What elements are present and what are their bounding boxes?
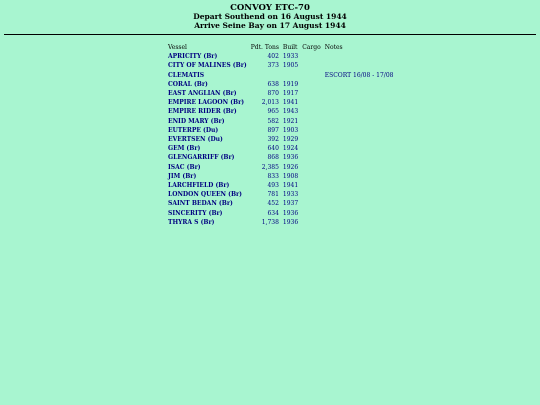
col-header-notes: Notes bbox=[324, 44, 343, 51]
vessel-name[interactable]: CORAL (Br) bbox=[168, 80, 208, 88]
tonnage: 870 bbox=[267, 90, 279, 98]
vessel-name[interactable]: CLEMATIS bbox=[168, 71, 205, 79]
tonnage: 965 bbox=[267, 108, 279, 116]
notes bbox=[323, 52, 396, 61]
notes bbox=[323, 117, 396, 126]
year-built bbox=[281, 71, 300, 80]
table-header-row bbox=[166, 43, 395, 52]
vessel-name[interactable]: EAST ANGLIAN (Br) bbox=[168, 90, 237, 98]
year-built: 1908 bbox=[282, 172, 299, 180]
table-row bbox=[166, 52, 395, 61]
notes bbox=[323, 107, 396, 116]
col-header-built: Built bbox=[282, 44, 298, 51]
depart-line: Depart Southend on 16 August 1944 bbox=[193, 12, 347, 21]
table-row bbox=[166, 98, 395, 107]
notes bbox=[323, 135, 396, 144]
cargo bbox=[300, 80, 323, 89]
tonnage: 638 bbox=[267, 80, 279, 88]
cargo bbox=[300, 190, 323, 199]
tonnage: 373 bbox=[267, 62, 279, 70]
table-row bbox=[166, 181, 395, 190]
notes bbox=[323, 218, 396, 227]
year-built: 1929 bbox=[282, 136, 299, 144]
table-row bbox=[166, 89, 395, 98]
tonnage: 634 bbox=[267, 209, 279, 217]
vessel-name[interactable]: EMPIRE LAGOON (Br) bbox=[168, 99, 245, 107]
cargo bbox=[300, 218, 323, 227]
page-title: CONVOY ETC-70 bbox=[230, 3, 310, 13]
vessel-name[interactable]: JIM (Br) bbox=[168, 172, 197, 180]
notes bbox=[323, 199, 396, 208]
notes bbox=[323, 144, 396, 153]
notes bbox=[323, 181, 396, 190]
year-built: 1937 bbox=[282, 200, 299, 208]
year-built: 1941 bbox=[282, 182, 299, 190]
tonnage: 452 bbox=[267, 200, 279, 208]
cargo bbox=[300, 126, 323, 135]
tonnage: 897 bbox=[267, 126, 279, 134]
table-row bbox=[166, 61, 395, 70]
table-row bbox=[166, 190, 395, 199]
year-built: 1921 bbox=[282, 117, 299, 125]
notes bbox=[323, 98, 396, 107]
page-header bbox=[0, 0, 540, 30]
tonnage: 833 bbox=[267, 172, 279, 180]
table-row bbox=[166, 172, 395, 181]
vessel-name[interactable]: SAINT BEDAN (Br) bbox=[168, 200, 233, 208]
year-built: 1917 bbox=[282, 90, 299, 98]
table-body bbox=[166, 52, 395, 227]
table-row bbox=[166, 80, 395, 89]
tonnage: 781 bbox=[267, 191, 279, 199]
tonnage: 1,738 bbox=[261, 218, 279, 226]
cargo bbox=[300, 172, 323, 181]
tonnage: 2,385 bbox=[261, 163, 279, 171]
table-row bbox=[166, 209, 395, 218]
cargo bbox=[300, 181, 323, 190]
vessel-name[interactable]: CITY OF MALINES (Br) bbox=[168, 62, 247, 70]
table-row bbox=[166, 153, 395, 162]
cargo bbox=[300, 209, 323, 218]
vessel-name[interactable]: APRICITY (Br) bbox=[168, 53, 218, 61]
year-built: 1943 bbox=[282, 108, 299, 116]
notes bbox=[323, 126, 396, 135]
tonnage: 582 bbox=[267, 117, 279, 125]
year-built: 1941 bbox=[282, 99, 299, 107]
header-divider bbox=[4, 34, 536, 35]
cargo bbox=[300, 71, 323, 80]
notes bbox=[323, 89, 396, 98]
table-row bbox=[166, 117, 395, 126]
table-row bbox=[166, 163, 395, 172]
table-row bbox=[166, 107, 395, 116]
vessel-name[interactable]: LONDON QUEEN (Br) bbox=[168, 191, 243, 199]
vessel-name[interactable]: EUTERPE (Du) bbox=[168, 126, 219, 134]
vessel-name[interactable]: ENID MARY (Br) bbox=[168, 117, 225, 125]
cargo bbox=[300, 61, 323, 70]
notes bbox=[323, 61, 396, 70]
col-header-tons: Pdt. Tons bbox=[250, 44, 279, 51]
notes: ESCORT 16/08 - 17/08 bbox=[324, 71, 394, 79]
notes bbox=[323, 190, 396, 199]
cargo bbox=[300, 117, 323, 126]
tonnage bbox=[249, 71, 281, 80]
tonnage: 493 bbox=[267, 182, 279, 190]
notes bbox=[323, 209, 396, 218]
vessel-name[interactable]: EVERTSEN (Du) bbox=[168, 136, 223, 144]
table-row bbox=[166, 135, 395, 144]
vessel-name[interactable]: SINCERITY (Br) bbox=[168, 209, 223, 217]
year-built: 1933 bbox=[282, 191, 299, 199]
year-built: 1919 bbox=[282, 80, 299, 88]
table-row bbox=[166, 144, 395, 153]
cargo bbox=[300, 89, 323, 98]
year-built: 1926 bbox=[282, 163, 299, 171]
vessel-name[interactable]: ISAC (Br) bbox=[168, 163, 201, 171]
cargo bbox=[300, 107, 323, 116]
cargo bbox=[300, 144, 323, 153]
convoy-table bbox=[166, 43, 395, 227]
tonnage: 402 bbox=[267, 53, 279, 61]
tonnage: 392 bbox=[267, 136, 279, 144]
cargo bbox=[300, 153, 323, 162]
vessel-name[interactable]: LARCHFIELD (Br) bbox=[168, 182, 230, 190]
cargo bbox=[300, 163, 323, 172]
col-header-vessel: Vessel bbox=[168, 44, 187, 51]
year-built: 1936 bbox=[282, 209, 299, 217]
year-built: 1933 bbox=[282, 53, 299, 61]
vessel-name[interactable]: THYRA S (Br) bbox=[168, 218, 215, 226]
cargo bbox=[300, 199, 323, 208]
cargo bbox=[300, 98, 323, 107]
cargo bbox=[300, 52, 323, 61]
table-row bbox=[166, 218, 395, 227]
year-built: 1924 bbox=[282, 145, 299, 153]
notes bbox=[323, 163, 396, 172]
year-built: 1936 bbox=[282, 154, 299, 162]
tonnage: 868 bbox=[267, 154, 279, 162]
vessel-name[interactable]: GEM (Br) bbox=[168, 145, 201, 153]
year-built: 1903 bbox=[282, 126, 299, 134]
cargo bbox=[300, 135, 323, 144]
notes bbox=[323, 80, 396, 89]
notes bbox=[323, 172, 396, 181]
year-built: 1905 bbox=[282, 62, 299, 70]
tonnage: 2,013 bbox=[261, 99, 279, 107]
table-row bbox=[166, 71, 395, 80]
vessel-name[interactable]: GLENGARRIFF (Br) bbox=[168, 154, 235, 162]
tonnage: 640 bbox=[267, 145, 279, 153]
table-row bbox=[166, 199, 395, 208]
year-built: 1936 bbox=[282, 218, 299, 226]
col-header-cargo: Cargo bbox=[302, 44, 321, 51]
vessel-name[interactable]: EMPIRE RIDER (Br) bbox=[168, 108, 237, 116]
arrive-line: Arrive Seine Bay on 17 August 1944 bbox=[194, 20, 346, 30]
notes bbox=[323, 153, 396, 162]
table-row bbox=[166, 126, 395, 135]
